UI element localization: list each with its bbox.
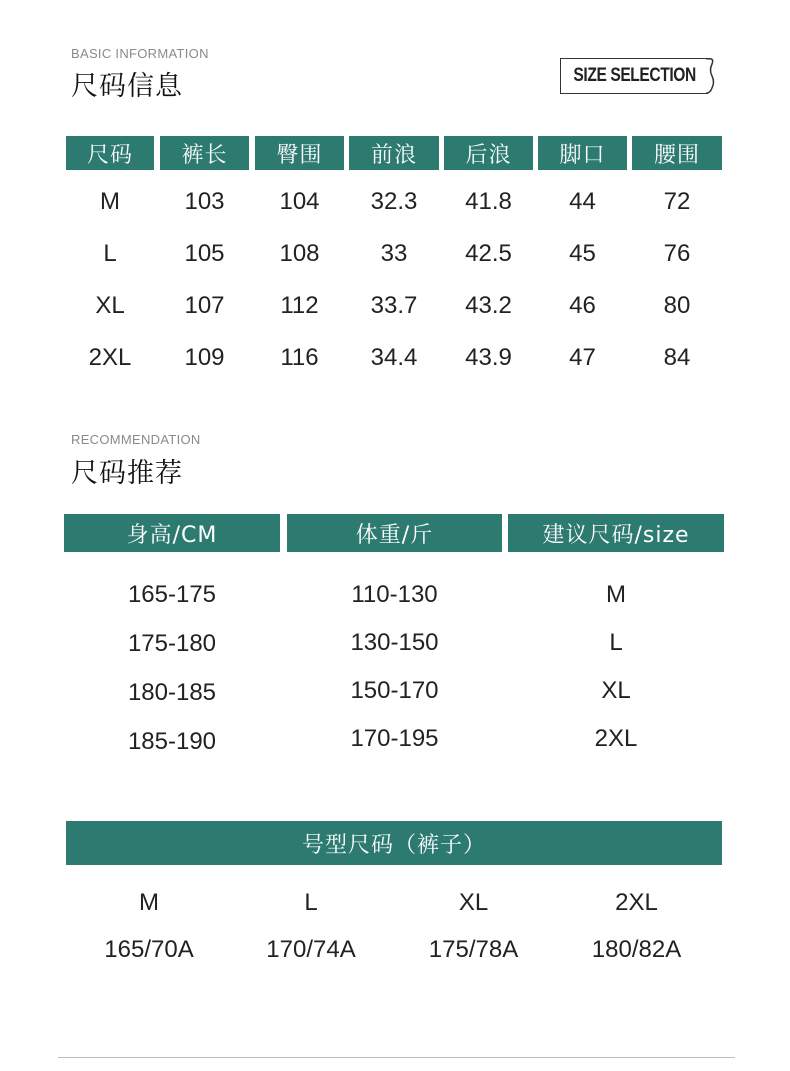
table-header-cell: 前浪 xyxy=(349,136,439,170)
table-cell: 44 xyxy=(569,188,596,215)
table-cell: 180/82A xyxy=(591,936,682,963)
table-cell: XL xyxy=(601,677,631,704)
table-cell: 107 xyxy=(184,292,225,319)
table-cell: 76 xyxy=(663,240,691,267)
table-cell: 175-180 xyxy=(127,630,217,657)
table-header-cell: 建议尺码/size xyxy=(508,514,724,552)
table-cell: 33 xyxy=(380,240,408,267)
size-selection-badge xyxy=(560,58,708,94)
table-cell: 43.2 xyxy=(465,292,512,319)
table-cell: 109 xyxy=(184,344,225,371)
table-cell: 72 xyxy=(663,188,691,215)
table-cell: L xyxy=(609,629,623,656)
table-cell: 165-175 xyxy=(127,581,217,608)
table-cell: 45 xyxy=(569,240,596,267)
table-cell: M xyxy=(139,889,159,916)
table-header-cell: 腰围 xyxy=(632,136,722,170)
table-cell: 47 xyxy=(569,344,596,371)
table-cell: 165/70A xyxy=(104,936,194,963)
table-cell: 33.7 xyxy=(370,292,418,319)
size-selection-label: SIZE SELECTION xyxy=(573,65,696,86)
table-cell: 104 xyxy=(279,188,320,215)
table-header-cell: 后浪 xyxy=(444,136,533,170)
table-header-cell: 体重/斤 xyxy=(287,514,502,552)
table-header-cell: 臀围 xyxy=(255,136,344,170)
table-cell: 43.9 xyxy=(465,344,512,371)
table-header-cell: 尺码 xyxy=(66,136,154,170)
table-cell: 130-150 xyxy=(350,629,439,656)
table-cell: 2XL xyxy=(615,889,658,916)
table-cell: L xyxy=(304,889,318,916)
table-cell: 116 xyxy=(280,344,319,371)
table-cell: 108 xyxy=(279,240,320,267)
recommendation-subtitle: RECOMMENDATION xyxy=(71,432,201,447)
table-cell: 150-170 xyxy=(350,677,439,704)
table-header-cell: 裤长 xyxy=(160,136,249,170)
table-cell: 180-185 xyxy=(127,679,217,706)
table-header-cell: 身高/CM xyxy=(64,514,280,552)
basic-info-title: 尺码信息 xyxy=(71,71,183,102)
table-cell: 34.4 xyxy=(370,344,418,371)
table-cell: 170/74A xyxy=(266,936,356,963)
table-cell: 46 xyxy=(569,292,596,319)
bottom-divider xyxy=(58,1057,735,1058)
table-header-bar: 号型尺码（裤子） xyxy=(66,821,722,865)
table-cell: L xyxy=(103,240,117,267)
table-cell: M xyxy=(100,188,120,215)
table-header-cell: 脚口 xyxy=(538,136,627,170)
table-cell: 105 xyxy=(184,240,225,267)
table-cell: 170-195 xyxy=(350,725,439,752)
table-cell: XL xyxy=(95,292,125,319)
table-cell: 42.5 xyxy=(465,240,512,267)
table-cell: 112 xyxy=(280,292,319,319)
badge-edge-icon xyxy=(706,58,716,94)
table-cell: 103 xyxy=(184,188,225,215)
recommendation-title: 尺码推荐 xyxy=(71,458,183,489)
table-cell: 110-130 xyxy=(351,581,438,608)
table-cell: 175/78A xyxy=(428,936,519,963)
table-cell: 2XL xyxy=(88,344,132,371)
table-cell: 80 xyxy=(663,292,691,319)
table-cell: 84 xyxy=(663,344,691,371)
table-cell: 2XL xyxy=(594,725,638,752)
table-cell: 41.8 xyxy=(465,188,512,215)
basic-info-subtitle: BASIC INFORMATION xyxy=(71,46,209,61)
table-cell: 32.3 xyxy=(370,188,418,215)
table-cell: M xyxy=(606,581,626,608)
table-cell: XL xyxy=(458,889,489,916)
table-cell: 185-190 xyxy=(127,728,217,755)
